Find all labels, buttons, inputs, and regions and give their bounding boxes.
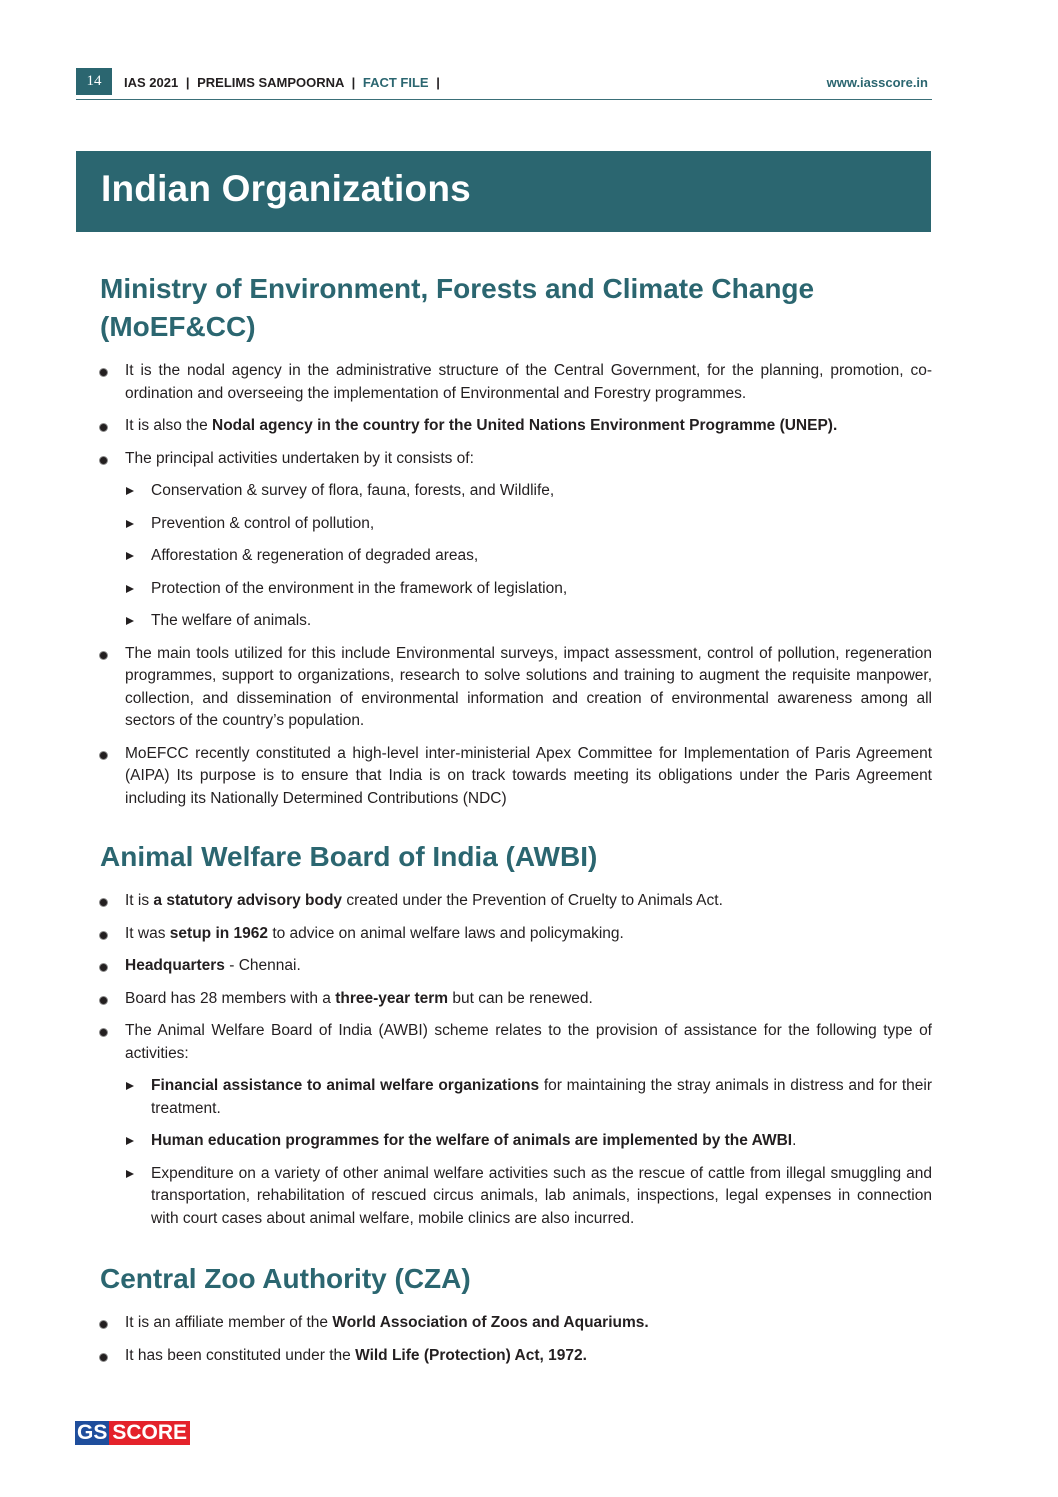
awbi-bullet-list [100, 890, 932, 1230]
sub-list-item: The welfare of animals. [125, 610, 932, 633]
header-section: FACT FILE [362, 75, 429, 90]
chapter-banner [76, 151, 931, 232]
page-content [100, 270, 932, 1377]
sub-list-item: Prevention & control of pollution, [125, 513, 932, 536]
gsscore-logo [75, 1421, 190, 1445]
header-separator: | [351, 75, 356, 90]
list-item: It was setup in 1962 to advice on animal welfare laws and policymaking. [100, 923, 932, 946]
sub-list-item: Protection of the environment in the framework of legislation, [125, 578, 932, 601]
logo-score: SCORE [109, 1421, 190, 1445]
page-number: 14 [76, 68, 112, 95]
sub-list-item: Financial assistance to animal welfare organizations for maintaining the stray animals in distress and for their treatment. [125, 1075, 932, 1120]
logo-gs: GS [77, 1421, 108, 1444]
header-separator: | [185, 75, 190, 90]
list-item: The principal activities undertaken by it consists of: Conservation & survey of flora, fauna, forests, and Wildlife, Prevention & control of pollution, Afforestation & regeneration of degraded areas, Protection of the environment in the framework of legislation, The welfare of animals. [100, 448, 932, 633]
section-title-cza: Central Zoo Authority (CZA) [100, 1263, 471, 1294]
section-title-awbi: Animal Welfare Board of India (AWBI) [100, 841, 598, 872]
sub-list-item: Human education programmes for the welfare of animals are implemented by the AWBI. [125, 1130, 932, 1153]
list-item: It is an affiliate member of the World Association of Zoos and Aquariums. [100, 1312, 932, 1335]
header-series: PRELIMS SAMPOORNA [197, 75, 344, 90]
chapter-title: Indian Organizations [101, 168, 471, 209]
activities-sub-list [125, 480, 932, 633]
list-item: It is the nodal agency in the administrative structure of the Central Government, for the planning, promotion, co-ordination and overseeing the implementation of Environmental and Forestry programmes. [100, 360, 932, 405]
list-item: The Animal Welfare Board of India (AWBI) scheme relates to the provision of assistance for the following type of activities: Financial assistance to animal welfare organizations for maintaining the stray animals in distress and for their treatment. Human education programmes for the welfare of animals are implemented by the AWBI. Expenditure on a variety of other animal welfare activities such as the rescue of cattle from illegal smuggling and transportation, rehabilitation of rescued circus animals, lab animals, inspections, legal expenses in connection with court cases about animal welfare, mobile clinics are also incurred. [100, 1020, 932, 1230]
list-item: It is also the Nodal agency in the country for the United Nations Environment Programme (UNEP). [100, 415, 932, 438]
list-item: Board has 28 members with a three-year term but can be renewed. [100, 988, 932, 1011]
header-website-link[interactable]: www.iasscore.in [826, 75, 928, 90]
section-title-moefcc: Ministry of Environment, Forests and Climate Change (MoEF&CC) [100, 273, 815, 342]
header-title [124, 75, 444, 90]
awbi-activities-sub-list [125, 1075, 932, 1230]
sub-list-item: Conservation & survey of flora, fauna, forests, and Wildlife, [125, 480, 932, 503]
list-item: MoEFCC recently constituted a high-level inter-ministerial Apex Committee for Implementation of Paris Agreement (AIPA) Its purpose is to ensure that India is on track towards meeting its obligations under the Paris Agreement including its Nationally Determined Contributions (NDC) [100, 743, 932, 811]
list-item: The main tools utilized for this include Environmental surveys, impact assessment, control of pollution, regeneration programmes, support to organizations, research to solve solutions and training to augment the requisite manpower, collection, and dissemination of environmental information and creation of environmental awareness among all sectors of the country’s population. [100, 643, 932, 733]
moefcc-bullet-list [100, 360, 932, 810]
list-item: It has been constituted under the Wild Life (Protection) Act, 1972. [100, 1345, 932, 1368]
sub-list-item: Expenditure on a variety of other animal welfare activities such as the rescue of cattle from illegal smuggling and transportation, rehabilitation of rescued circus animals, lab animals, inspections, legal expenses in connection with court cases about animal welfare, mobile clinics are also incurred. [125, 1163, 932, 1231]
header-exam: IAS 2021 [124, 75, 179, 90]
list-item: Headquarters - Chennai. [100, 955, 932, 978]
list-item: It is a statutory advisory body created under the Prevention of Cruelty to Animals Act. [100, 890, 932, 913]
cza-bullet-list [100, 1312, 932, 1367]
sub-list-item: Afforestation & regeneration of degraded areas, [125, 545, 932, 568]
header-separator: | [436, 75, 440, 90]
page-header [76, 68, 932, 100]
